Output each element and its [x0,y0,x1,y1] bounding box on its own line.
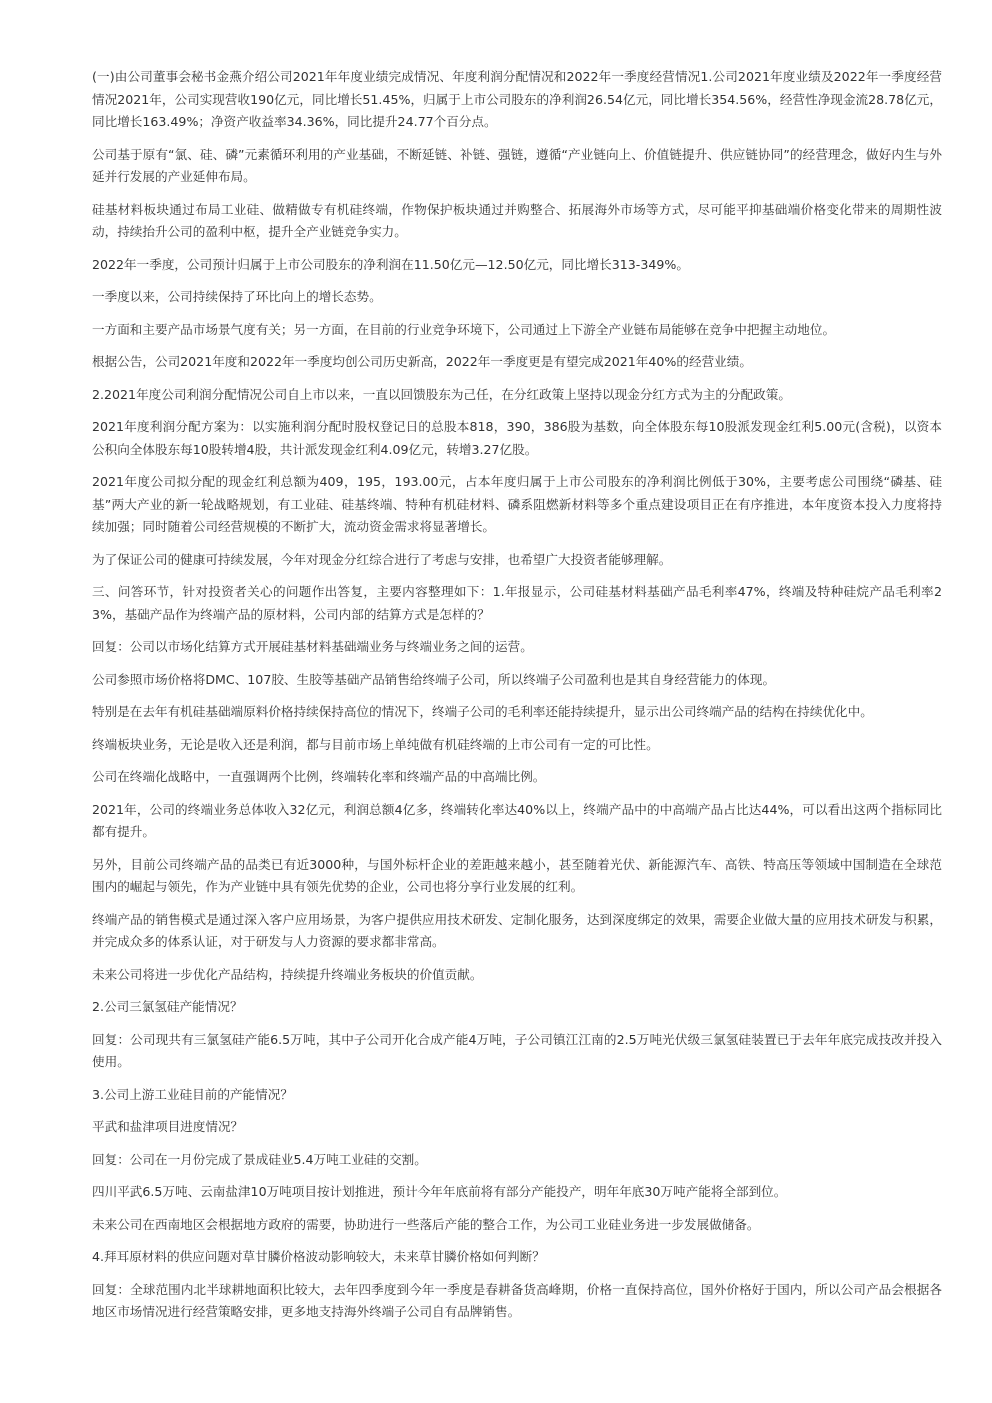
paragraph-9: 2021年度利润分配方案为：以实施利润分配时股权登记日的总股本818，390，386股为基数，向全体股东每10股派发现金红利5.00元(含税)，以资本公积向全体股东每10股转增4股，共计派发现金红利4.09亿元，转增3.27亿股。 [92,419,942,457]
paragraph-4: 2022年一季度，公司预计归属于上市公司股东的净利润在11.50亿元—12.50亿元，同比增长313-349%。 [92,256,689,272]
paragraph-11: 为了保证公司的健康可持续发展，今年对现金分红综合进行了考虑与安排，也希望广大投资者能够理解。 [92,551,672,567]
paragraph-14: 公司参照市场价格将DMC、107胶、生胶等基础产品销售给终端子公司，所以终端子公司盈利也是其自身经营能力的体现。 [92,671,776,687]
paragraph-18: 2021年，公司的终端业务总体收入32亿元，利润总额4亿多，终端转化率达40%以上，终端产品中的中高端产品占比达44%，可以看出这两个指标同比都有提升。 [92,801,942,839]
paragraph-24: 3.公司上游工业硅目前的产能情况？ [92,1086,293,1102]
paragraph-6: 一方面和主要产品市场景气度有关；另一方面，在目前的行业竞争环境下，公司通过上下游全产业链布局能够在竞争中把握主动地位。 [92,321,836,337]
paragraph-28: 未来公司在西南地区会根据地方政府的需要，协助进行一些落后产能的整合工作，为公司工业硅业务进一步发展做储备。 [92,1216,760,1232]
document-body [92,66,942,1334]
paragraph-26: 回复：公司在一月份完成了景成硅业5.4万吨工业硅的交割。 [92,1151,427,1167]
paragraph-23: 回复：公司现共有三氯氢硅产能6.5万吨，其中子公司开化合成产能4万吨，子公司镇江江南的2.5万吨光伏级三氯氢硅装置已于去年年底完成技改并投入使用。 [92,1031,942,1069]
paragraph-16: 终端板块业务，无论是收入还是利润，都与目前市场上单纯做有机硅终端的上市公司有一定的可比性。 [92,736,659,752]
paragraph-2: 公司基于原有“氯、硅、磷”元素循环利用的产业基础，不断延链、补链、强链，遵循“产业链向上、价值链提升、供应链协同”的经营理念，做好内生与外延并行发展的产业延伸布局。 [92,146,942,184]
paragraph-7: 根据公告，公司2021年度和2022年一季度均创公司历史新高，2022年一季度更是有望完成2021年40%的经营业绩。 [92,354,752,369]
paragraph-13: 回复：公司以市场化结算方式开展硅基材料基础端业务与终端业务之间的运营。 [92,639,533,654]
paragraph-19: 另外，目前公司终端产品的品类已有近3000种，与国外标杆企业的差距越来越小，甚至随着光伏、新能源汽车、高铁、特高压等领域中国制造在全球范围内的崛起与领先，作为产业链中具有领先优势的企业，公司也将分享行业发展的红利。 [92,856,942,894]
paragraph-20: 终端产品的销售模式是通过深入客户应用场景，为客户提供应用技术研发、定制化服务，达到深度绑定的效果，需要企业做大量的应用技术研发与积累，并完成众多的体系认证，对于研发与人力资源的要求都非常高。 [92,911,942,949]
paragraph-15: 特别是在去年有机硅基础端原料价格持续保持高位的情况下，终端子公司的毛利率还能持续提升，显示出公司终端产品的结构在持续优化中。 [92,704,873,719]
paragraph-12: 三、问答环节，针对投资者关心的问题作出答复，主要内容整理如下：1.年报显示，公司硅基材料基础产品毛利率47%，终端及特种硅烷产品毛利率23%，基础产品作为终端产品的原材料，公司内部的结算方式是怎样的？ [92,584,942,622]
paragraph-17: 公司在终端化战略中，一直强调两个比例，终端转化率和终端产品的中高端比例。 [92,769,546,784]
paragraph-21: 未来公司将进一步优化产品结构，持续提升终端业务板块的价值贡献。 [92,966,483,982]
paragraph-29: 4.拜耳原材料的供应问题对草甘膦价格波动影响较大，未来草甘膦价格如何判断？ [92,1249,545,1264]
paragraph-10: 2021年度公司拟分配的现金红利总额为409，195，193.00元，占本年度归属于上市公司股东的净利润比例低于30%，主要考虑公司围绕“磷基、硅基”两大产业的新一轮战略规划，有工业硅、硅基终端、特种有机硅材料、磷系阻燃新材料等多个重点建设项目正在有序推进，本年度资本投入力度将持续加强；同时随着公司经营规模的不断扩大，流动资金需求将显著增长。 [92,474,942,534]
paragraph-27: 四川平武6.5万吨、云南盐津10万吨项目按计划推进，预计今年年底前将有部分产能投产，明年年底30万吨产能将全部到位。 [92,1184,787,1199]
paragraph-22: 2.公司三氯氢硅产能情况？ [92,999,243,1014]
paragraph-25: 平武和盐津项目进度情况？ [92,1119,244,1134]
paragraph-5: 一季度以来，公司持续保持了环比向上的增长态势。 [92,289,382,304]
paragraph-1: (一)由公司董事会秘书金燕介绍公司2021年年度业绩完成情况、年度利润分配情况和2022年一季度经营情况1.公司2021年度业绩及2022年一季度经营情况2021年，公司实现营收190亿元，同比增长51.45%，归属于上市公司股东的净利润26.54亿元，同比增长354.56%，经营性净现金流28.78亿元，同比增长163.49%；净资产收益率34.36%，同比提升24.77个百分点。 [92,69,942,129]
paragraph-3: 硅基材料板块通过布局工业硅、做精做专有机硅终端，作物保护板块通过并购整合、拓展海外市场等方式，尽可能平抑基础端价格变化带来的周期性波动，持续抬升公司的盈利中枢，提升全产业链竞争实力。 [92,201,942,239]
paragraph-8: 2.2021年度公司利润分配情况公司自上市以来，一直以回馈股东为己任，在分红政策上坚持以现金分红方式为主的分配政策。 [92,386,791,402]
paragraph-30: 回复：全球范围内北半球耕地面积比较大，去年四季度到今年一季度是春耕备货高峰期，价格一直保持高位，国外价格好于国内，所以公司产品会根据各地区市场情况进行经营策略安排，更多地支持海外终端子公司自有品牌销售。 [92,1281,942,1319]
